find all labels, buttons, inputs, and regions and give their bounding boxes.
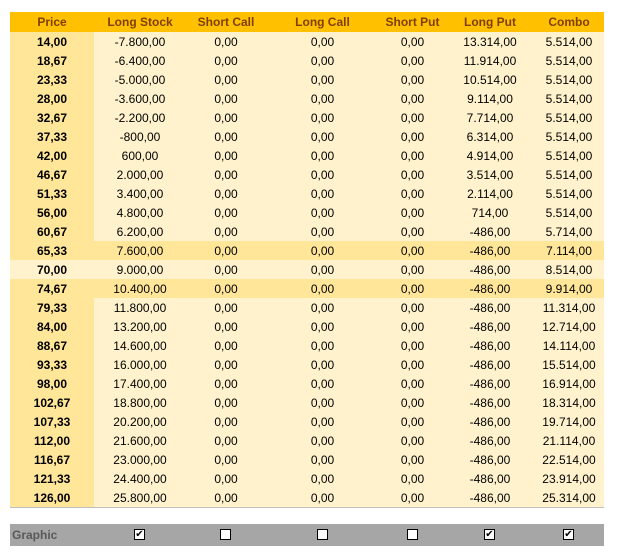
value-cell[interactable]: 0,00 [186,184,266,203]
value-cell[interactable]: 0,00 [379,393,446,412]
price-cell[interactable]: 84,00 [10,317,94,336]
payoff-table-sheet [10,12,604,508]
value-cell[interactable]: -486,00 [446,431,534,450]
value-cell[interactable]: 7.114,00 [534,241,604,260]
table-header-row [10,12,604,32]
value-cell[interactable]: 0,00 [266,374,379,393]
price-cell[interactable]: 18,67 [10,51,94,70]
value-cell[interactable]: -486,00 [446,393,534,412]
price-cell[interactable]: 121,33 [10,469,94,488]
value-cell[interactable]: 9.914,00 [534,279,604,298]
value-cell[interactable]: 5.514,00 [534,165,604,184]
value-cell[interactable]: 0,00 [186,32,266,51]
price-cell[interactable]: 93,33 [10,355,94,374]
column-header-short-put: Short Put [379,12,446,32]
value-cell[interactable]: 5.514,00 [534,146,604,165]
column-header-long-call: Long Call [266,12,379,32]
price-cell[interactable]: 74,67 [10,279,94,298]
value-cell[interactable]: 5.514,00 [534,203,604,222]
value-cell[interactable]: 11.314,00 [534,298,604,317]
value-cell[interactable]: 0,00 [379,355,446,374]
value-cell[interactable]: 15.514,00 [534,355,604,374]
table-row [10,355,604,374]
price-cell[interactable]: 51,33 [10,184,94,203]
value-cell[interactable]: 0,00 [266,336,379,355]
value-cell[interactable]: 9.000,00 [94,260,186,279]
price-cell[interactable]: 98,00 [10,374,94,393]
value-cell[interactable]: 0,00 [186,450,266,469]
graphic-checkbox-long-put[interactable]: ✔ [485,529,494,540]
value-cell[interactable]: 25.314,00 [534,488,604,508]
table-row [10,89,604,108]
table-row [10,222,604,241]
payoff-table [10,12,604,508]
value-cell[interactable]: 5.514,00 [534,51,604,70]
value-cell[interactable]: 0,00 [379,222,446,241]
value-cell[interactable]: -2.200,00 [94,108,186,127]
value-cell[interactable]: 2.114,00 [446,184,534,203]
value-cell[interactable]: 5.514,00 [534,108,604,127]
value-cell[interactable]: 0,00 [266,165,379,184]
value-cell[interactable]: 0,00 [186,127,266,146]
value-cell[interactable]: 14.600,00 [94,336,186,355]
value-cell[interactable]: 0,00 [186,355,266,374]
value-cell[interactable]: 0,00 [186,431,266,450]
table-row [10,298,604,317]
value-cell[interactable]: 714,00 [446,203,534,222]
table-row [10,488,604,508]
value-cell[interactable]: 0,00 [186,412,266,431]
value-cell[interactable]: 0,00 [186,70,266,89]
value-cell[interactable]: 25.800,00 [94,488,186,508]
value-cell[interactable]: 17.400,00 [94,374,186,393]
value-cell[interactable]: -486,00 [446,412,534,431]
price-cell[interactable]: 28,00 [10,89,94,108]
value-cell[interactable]: -486,00 [446,241,534,260]
value-cell[interactable]: 20.200,00 [94,412,186,431]
table-row [10,393,604,412]
value-cell[interactable]: 0,00 [266,184,379,203]
value-cell[interactable]: 0,00 [266,51,379,70]
value-cell[interactable]: -800,00 [94,127,186,146]
value-cell[interactable]: 16.000,00 [94,355,186,374]
price-cell[interactable]: 42,00 [10,146,94,165]
value-cell[interactable]: 0,00 [379,374,446,393]
value-cell[interactable]: 0,00 [186,241,266,260]
table-row [10,146,604,165]
value-cell[interactable]: 5.714,00 [534,222,604,241]
value-cell[interactable]: 0,00 [266,431,379,450]
price-cell[interactable]: 112,00 [10,431,94,450]
table-body [10,32,604,508]
price-cell[interactable]: 79,33 [10,298,94,317]
value-cell[interactable]: 0,00 [379,241,446,260]
value-cell[interactable]: 21.114,00 [534,431,604,450]
table-row [10,127,604,146]
value-cell[interactable]: 0,00 [266,222,379,241]
value-cell[interactable]: 0,00 [379,108,446,127]
value-cell[interactable]: 0,00 [186,374,266,393]
value-cell[interactable]: 0,00 [266,260,379,279]
table-row [10,336,604,355]
value-cell[interactable]: 24.400,00 [94,469,186,488]
value-cell[interactable]: 22.514,00 [534,450,604,469]
table-row [10,184,604,203]
value-cell[interactable]: 0,00 [379,317,446,336]
price-cell[interactable]: 116,67 [10,450,94,469]
table-row [10,108,604,127]
value-cell[interactable]: 5.514,00 [534,32,604,51]
value-cell[interactable]: 7.600,00 [94,241,186,260]
value-cell[interactable]: -486,00 [446,279,534,298]
column-header-combo: Combo [534,12,604,32]
value-cell[interactable]: 0,00 [379,412,446,431]
value-cell[interactable]: 7.714,00 [446,108,534,127]
graphic-toggle-bar [10,524,604,546]
value-cell[interactable]: -486,00 [446,374,534,393]
value-cell[interactable]: 13.314,00 [446,32,534,51]
value-cell[interactable]: 23.914,00 [534,469,604,488]
column-header-price: Price [10,12,94,32]
value-cell[interactable]: 0,00 [379,450,446,469]
value-cell[interactable]: 0,00 [186,488,266,508]
price-cell[interactable]: 32,67 [10,108,94,127]
price-cell[interactable]: 107,33 [10,412,94,431]
value-cell[interactable]: -486,00 [446,317,534,336]
value-cell[interactable]: 0,00 [186,51,266,70]
value-cell[interactable]: 0,00 [379,469,446,488]
value-cell[interactable]: 0,00 [266,488,379,508]
price-cell[interactable]: 56,00 [10,203,94,222]
price-cell[interactable]: 23,33 [10,70,94,89]
graphic-checkbox-long-stock[interactable]: ✔ [135,529,144,540]
value-cell[interactable]: -486,00 [446,488,534,508]
value-cell[interactable]: 0,00 [186,393,266,412]
value-cell[interactable]: 0,00 [186,317,266,336]
value-cell[interactable]: 5.514,00 [534,89,604,108]
value-cell[interactable]: 0,00 [379,431,446,450]
value-cell[interactable]: 5.514,00 [534,184,604,203]
table-row [10,32,604,51]
value-cell[interactable]: 0,00 [266,317,379,336]
value-cell[interactable]: -486,00 [446,222,534,241]
value-cell[interactable]: 5.514,00 [534,70,604,89]
value-cell[interactable]: 0,00 [186,108,266,127]
value-cell[interactable]: 0,00 [266,32,379,51]
value-cell[interactable]: 0,00 [186,222,266,241]
table-row [10,203,604,222]
value-cell[interactable]: -486,00 [446,469,534,488]
table-row [10,70,604,89]
value-cell[interactable]: 18.314,00 [534,393,604,412]
value-cell[interactable]: 21.600,00 [94,431,186,450]
value-cell[interactable]: -486,00 [446,298,534,317]
value-cell[interactable]: 600,00 [94,146,186,165]
value-cell[interactable]: 0,00 [266,241,379,260]
value-cell[interactable]: 0,00 [379,488,446,508]
graphic-checkbox-short-put[interactable] [407,529,418,540]
value-cell[interactable]: 6.200,00 [94,222,186,241]
table-row [10,412,604,431]
value-cell[interactable]: 13.200,00 [94,317,186,336]
price-cell[interactable]: 65,33 [10,241,94,260]
table-row [10,279,604,298]
table-row [10,450,604,469]
value-cell[interactable]: -5.000,00 [94,70,186,89]
value-cell[interactable]: 11.800,00 [94,298,186,317]
value-cell[interactable]: 12.714,00 [534,317,604,336]
value-cell[interactable]: 14.114,00 [534,336,604,355]
value-cell[interactable]: 0,00 [186,279,266,298]
value-cell[interactable]: 0,00 [266,70,379,89]
price-cell[interactable]: 126,00 [10,488,94,508]
value-cell[interactable]: 2.000,00 [94,165,186,184]
value-cell[interactable]: 0,00 [379,184,446,203]
value-cell[interactable]: 0,00 [266,89,379,108]
value-cell[interactable]: -486,00 [446,450,534,469]
value-cell[interactable]: 0,00 [379,51,446,70]
graphic-checkbox-long-call[interactable] [317,529,328,540]
value-cell[interactable]: 0,00 [266,146,379,165]
value-cell[interactable]: -6.400,00 [94,51,186,70]
value-cell[interactable]: -3.600,00 [94,89,186,108]
table-row [10,374,604,393]
value-cell[interactable]: 0,00 [266,412,379,431]
value-cell[interactable]: 6.314,00 [446,127,534,146]
value-cell[interactable]: 0,00 [266,393,379,412]
value-cell[interactable]: 4.914,00 [446,146,534,165]
column-header-long-put: Long Put [446,12,534,32]
value-cell[interactable]: 9.114,00 [446,89,534,108]
value-cell[interactable]: 0,00 [379,146,446,165]
value-cell[interactable]: 0,00 [379,165,446,184]
price-cell[interactable]: 46,67 [10,165,94,184]
column-header-long-stock: Long Stock [94,12,186,32]
price-cell[interactable]: 70,00 [10,260,94,279]
value-cell[interactable]: -486,00 [446,336,534,355]
value-cell[interactable]: 0,00 [186,203,266,222]
table-row [10,165,604,184]
price-cell[interactable]: 37,33 [10,127,94,146]
value-cell[interactable]: 0,00 [266,203,379,222]
value-cell[interactable]: 5.514,00 [534,127,604,146]
value-cell[interactable]: -486,00 [446,260,534,279]
price-cell[interactable]: 88,67 [10,336,94,355]
table-row [10,51,604,70]
value-cell[interactable]: 0,00 [379,260,446,279]
value-cell[interactable]: 23.000,00 [94,450,186,469]
value-cell[interactable]: 0,00 [379,298,446,317]
column-header-short-call: Short Call [186,12,266,32]
value-cell[interactable]: 0,00 [266,298,379,317]
value-cell[interactable]: 19.714,00 [534,412,604,431]
value-cell[interactable]: 0,00 [186,146,266,165]
price-cell[interactable]: 60,67 [10,222,94,241]
price-cell[interactable]: 102,67 [10,393,94,412]
value-cell[interactable]: 0,00 [379,336,446,355]
value-cell[interactable]: 0,00 [379,70,446,89]
value-cell[interactable]: 16.914,00 [534,374,604,393]
value-cell[interactable]: 11.914,00 [446,51,534,70]
value-cell[interactable]: 0,00 [186,89,266,108]
value-cell[interactable]: 0,00 [379,89,446,108]
value-cell[interactable]: 0,00 [379,32,446,51]
value-cell[interactable]: 0,00 [186,298,266,317]
value-cell[interactable]: 3.400,00 [94,184,186,203]
value-cell[interactable]: 10.400,00 [94,279,186,298]
value-cell[interactable]: -7.800,00 [94,32,186,51]
graphic-label: Graphic [12,528,58,542]
graphic-checkbox-combo[interactable]: ✔ [564,529,573,540]
value-cell[interactable]: 0,00 [186,260,266,279]
value-cell[interactable]: 10.514,00 [446,70,534,89]
value-cell[interactable]: 0,00 [266,127,379,146]
value-cell[interactable]: 0,00 [266,450,379,469]
value-cell[interactable]: 0,00 [186,165,266,184]
table-row [10,241,604,260]
table-row [10,317,604,336]
value-cell[interactable]: 3.514,00 [446,165,534,184]
value-cell[interactable]: 0,00 [379,279,446,298]
value-cell[interactable]: 4.800,00 [94,203,186,222]
table-row [10,469,604,488]
value-cell[interactable]: 0,00 [379,203,446,222]
price-cell[interactable]: 14,00 [10,32,94,51]
value-cell[interactable]: 8.514,00 [534,260,604,279]
value-cell[interactable]: 0,00 [266,279,379,298]
value-cell[interactable]: 18.800,00 [94,393,186,412]
value-cell[interactable]: -486,00 [446,355,534,374]
value-cell[interactable]: 0,00 [266,469,379,488]
graphic-checkbox-short-call[interactable] [220,529,231,540]
value-cell[interactable]: 0,00 [186,336,266,355]
value-cell[interactable]: 0,00 [266,108,379,127]
value-cell[interactable]: 0,00 [379,127,446,146]
value-cell[interactable]: 0,00 [266,355,379,374]
table-row [10,260,604,279]
table-row [10,431,604,450]
value-cell[interactable]: 0,00 [186,469,266,488]
